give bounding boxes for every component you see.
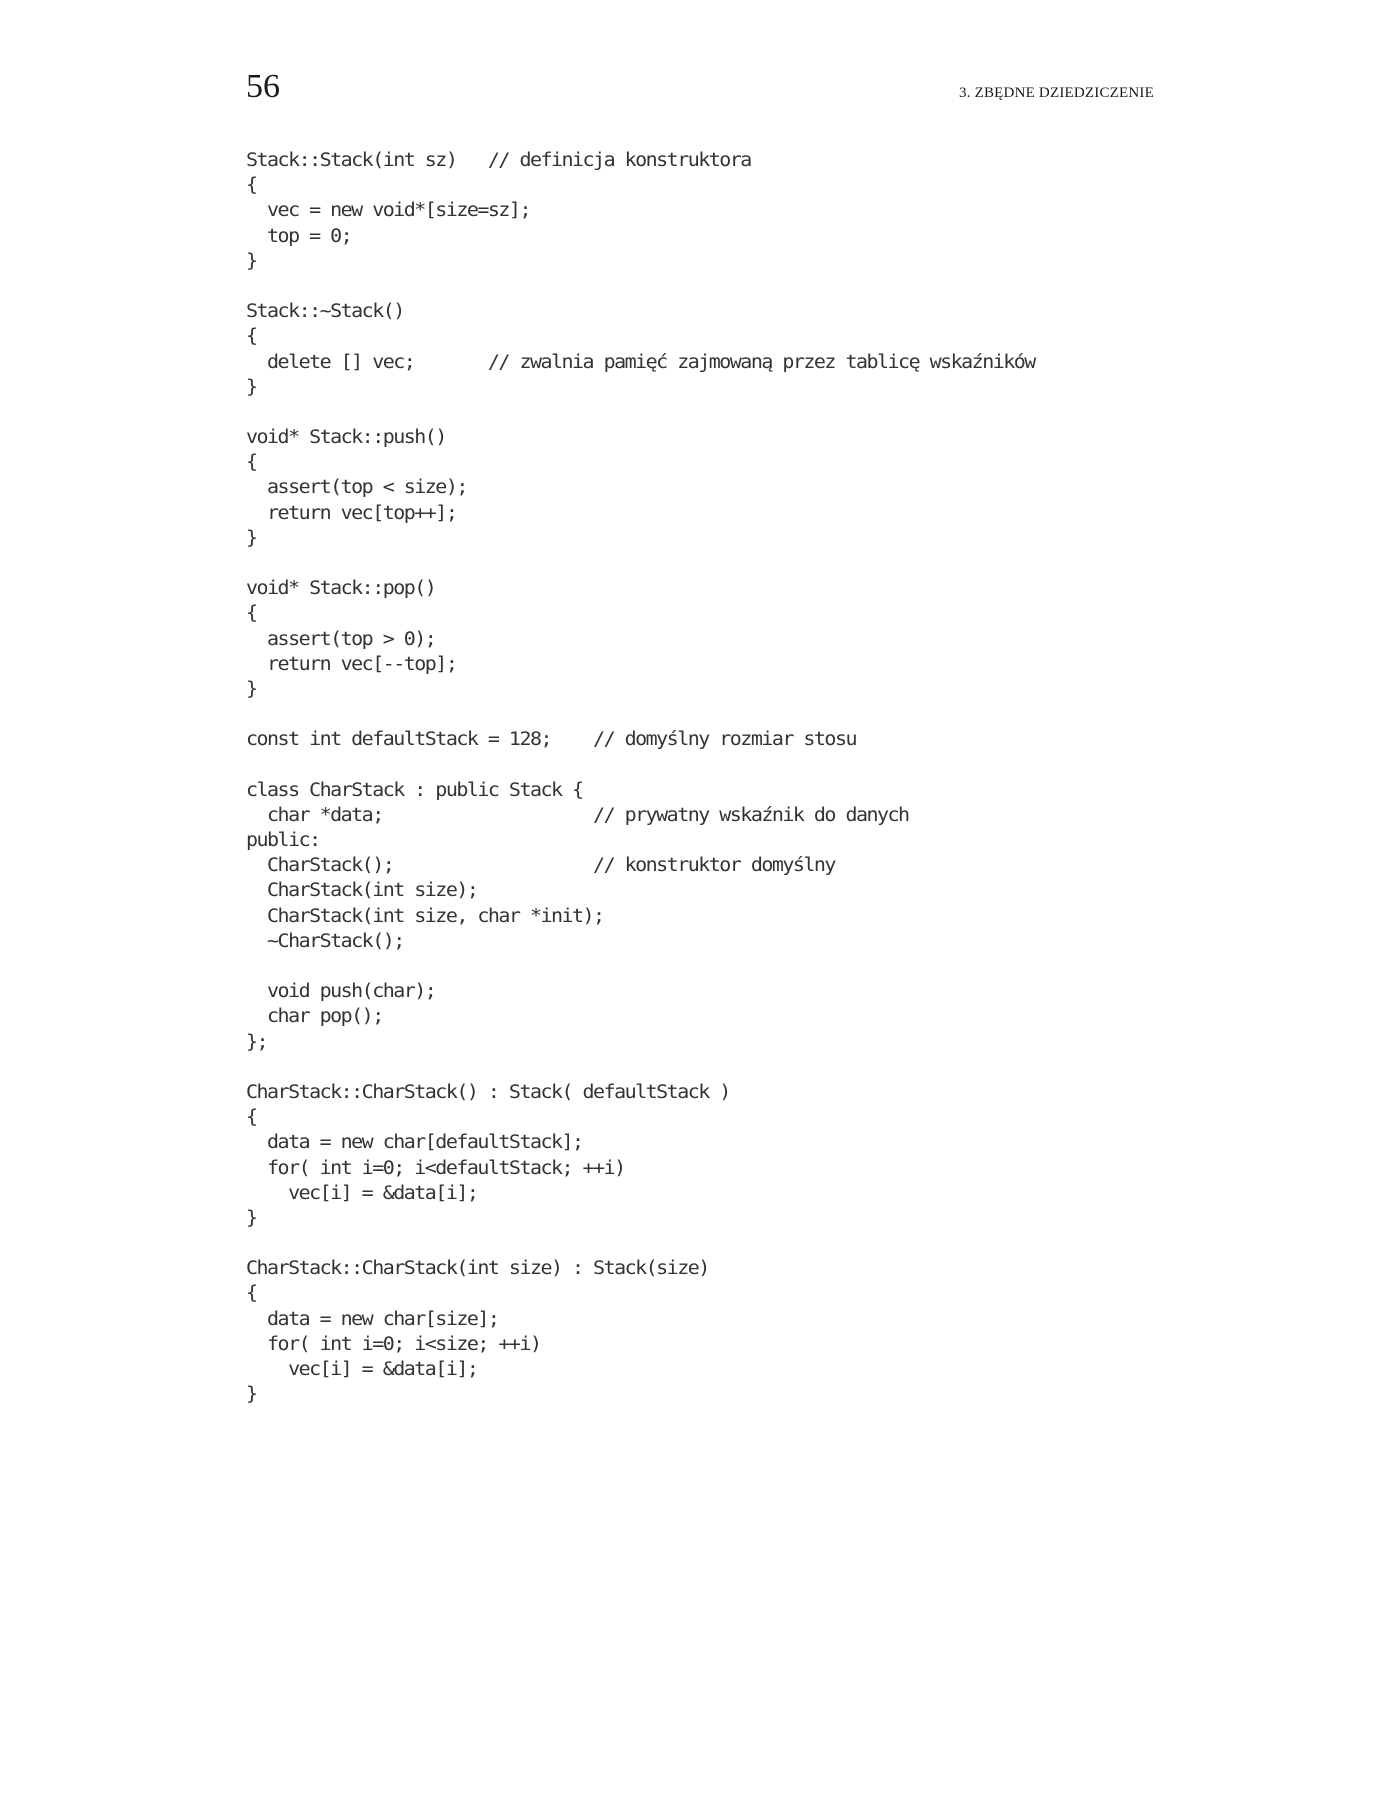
code-line: [246, 551, 1035, 576]
code-line: ~CharStack();: [246, 930, 404, 952]
code-line: return vec[--top];: [246, 653, 457, 675]
code-line: CharStack(int size);: [246, 880, 478, 902]
code-line: Stack::~Stack(): [246, 301, 404, 323]
code-line: }: [246, 1207, 257, 1229]
code-line: delete [] vec; // zwalnia pamięć zajmowaną przez tablicę wskaźników: [246, 351, 1035, 373]
code-line: [246, 753, 1035, 778]
code-line: {: [246, 603, 257, 625]
code-line: char *data; // prywatny wskaźnik do danych: [246, 804, 909, 826]
code-line: void* Stack::pop(): [246, 578, 436, 600]
code-line: data = new char[defaultStack];: [246, 1132, 583, 1154]
code-line: }: [246, 1384, 257, 1406]
code-line: }: [246, 527, 257, 549]
code-line: {: [246, 326, 257, 348]
code-line: {: [246, 175, 257, 197]
code-line: vec[i] = &data[i];: [246, 1359, 478, 1380]
code-line: [246, 702, 1035, 727]
code-line: }: [246, 376, 257, 398]
code-line: for( int i=0; i<size; ++i): [246, 1333, 541, 1355]
code-line: for( int i=0; i<defaultStack; ++i): [246, 1157, 625, 1179]
code-line: char pop();: [246, 1006, 383, 1028]
code-line: void* Stack::push(): [246, 427, 446, 449]
code-listing: [246, 148, 1035, 1407]
code-line: vec[i] = &data[i];: [246, 1182, 478, 1204]
code-line: assert(top < size);: [246, 477, 467, 499]
code-line: [246, 954, 1035, 979]
code-line: vec = new void*[size=sz];: [246, 200, 530, 222]
running-header: 3. ZBĘDNE DZIEDZICZENIE: [959, 85, 1154, 101]
code-line: {: [246, 1107, 257, 1129]
code-line: data = new char[size];: [246, 1308, 499, 1330]
code-line: {: [246, 452, 257, 474]
code-line: class CharStack : public Stack {: [246, 779, 583, 801]
code-line: CharStack::CharStack() : Stack( defaultStack ): [246, 1081, 730, 1103]
code-line: CharStack(); // konstruktor domyślny: [246, 855, 835, 877]
page-number: 56: [246, 68, 280, 105]
code-line: CharStack(int size, char *init);: [246, 905, 604, 927]
code-line: {: [246, 1283, 257, 1305]
code-line: }: [246, 250, 257, 272]
code-line: Stack::Stack(int sz) // definicja konstruktora: [246, 150, 751, 171]
code-line: top = 0;: [246, 225, 352, 247]
code-line: assert(top > 0);: [246, 628, 436, 650]
code-line: [246, 1055, 1035, 1080]
code-line: public:: [246, 830, 320, 852]
code-line: [246, 1231, 1035, 1256]
code-line: }: [246, 678, 257, 700]
code-line: [246, 274, 1035, 299]
code-line: [246, 400, 1035, 425]
code-line: };: [246, 1031, 268, 1053]
code-line: void push(char);: [246, 981, 436, 1003]
code-line: CharStack::CharStack(int size) : Stack(size): [246, 1258, 709, 1280]
code-line: const int defaultStack = 128; // domyślny rozmiar stosu: [246, 729, 856, 751]
code-line: return vec[top++];: [246, 502, 457, 524]
